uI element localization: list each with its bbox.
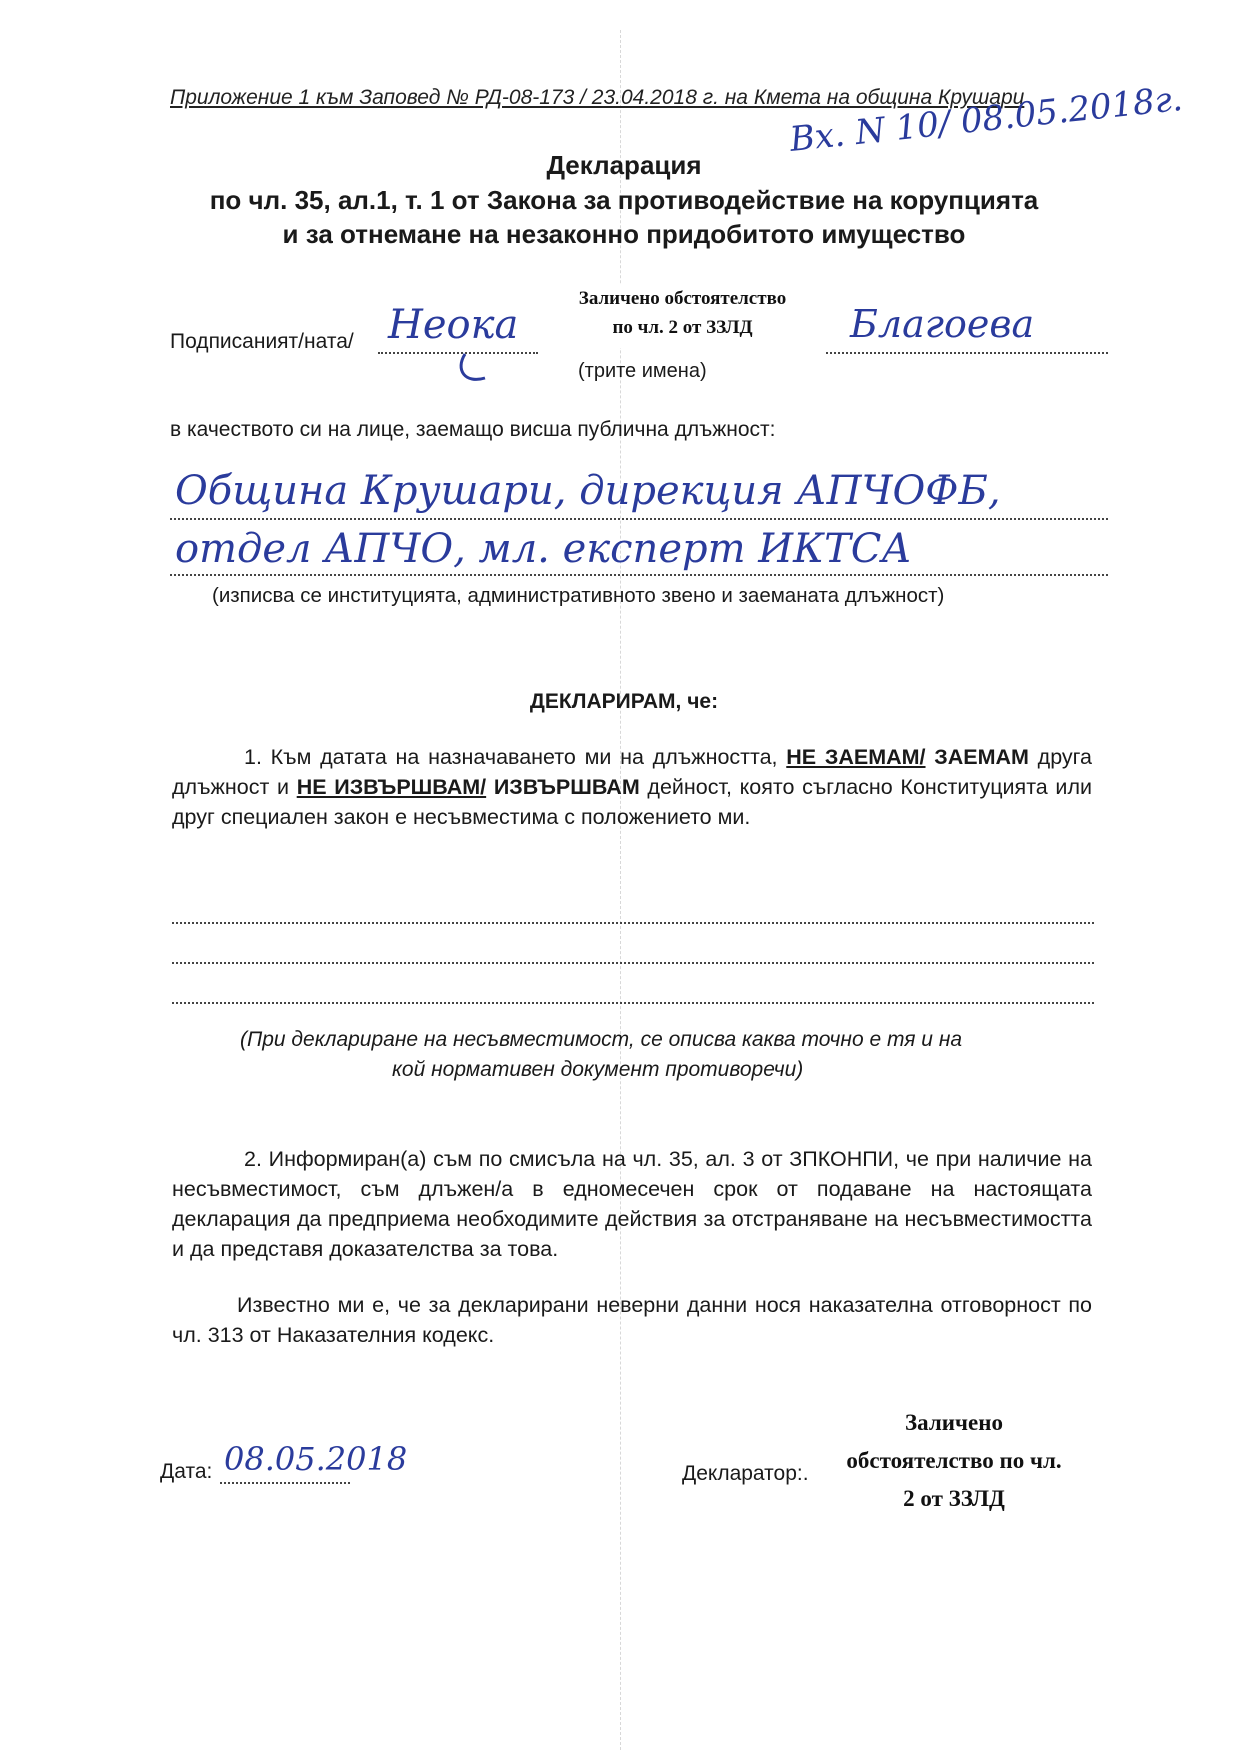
- title-line2: по чл. 35, ал.1, т. 1 от Закона за противодействие на корупцията: [209, 185, 1039, 215]
- handwriting-stroke: [455, 350, 495, 390]
- position-dotted-line-2: [170, 574, 1108, 576]
- point1-end: дейност, която съгласно Конституцията или друг специален закон е несъвместима с положението ми.: [172, 775, 1092, 829]
- appendix-header: Приложение 1 към Заповед № РД-08-173 / 23.04.2018 г. на Кмета на община Крушари: [170, 86, 1025, 109]
- redaction-sig-line2: обстоятелство по чл.: [846, 1448, 1062, 1473]
- title-line1: Декларация: [546, 150, 702, 180]
- point1-note-line2: кой нормативен документ противоречи): [392, 1058, 804, 1081]
- point1-not-holding: НЕ ЗАЕМАМ/: [786, 745, 926, 769]
- liability-paragraph: Известно ми е, че за декларирани неверни данни нося наказателна отговорност по чл. 313 от Наказателния кодекс.: [172, 1293, 1092, 1347]
- date-dotted-line: [220, 1482, 350, 1484]
- redaction-box-name: [540, 284, 825, 348]
- incompatibility-line-2: [172, 962, 1094, 964]
- signatory-last-name: Благоева: [850, 302, 1035, 346]
- incompatibility-line-1: [172, 922, 1094, 924]
- point1-space: [926, 745, 935, 769]
- declarant-label: Декларатор:.: [682, 1462, 809, 1485]
- point1-middle: друга длъжност и: [172, 745, 1092, 799]
- redaction-sig-line1: Заличено: [905, 1410, 1003, 1435]
- point1-performing: ИЗВЪРШВАМ: [493, 775, 640, 799]
- point1-not-performing: НЕ ИЗВЪРШВАМ/: [296, 775, 487, 799]
- position-dotted-line-1: [170, 518, 1108, 520]
- point1-paragraph: [172, 742, 1092, 832]
- names-hint: (трите имена): [578, 360, 707, 382]
- point1-note-line1: (При деклариране на несъвместимост, се описва каква точно е тя и на: [240, 1028, 963, 1051]
- position-label: в качеството си на лице, заемащо висша публична длъжност:: [170, 418, 776, 441]
- position-line1: Община Крушари, дирекция АПЧОФБ,: [175, 468, 1001, 514]
- redaction-name-line1: Заличено обстоятелство: [578, 288, 787, 309]
- position-line2: отдел АПЧО, мл. експерт ИКТСА: [175, 526, 912, 572]
- signatory-first-name: Неока: [388, 302, 519, 348]
- point1-space-2: [486, 775, 494, 799]
- declare-heading: ДЕКЛАРИРАМ, че:: [529, 690, 719, 713]
- redaction-box-signature: [828, 1404, 1080, 1528]
- point2-paragraph: 2. Информиран(а) съм по смисъла на чл. 35, ал. 3 от ЗПКОНПИ, че при наличие на несъвместимост, съм длъжен/а в едномесечен срок от подаване на настоящата декларация да предприема необходимите действия за отстраняване на несъвместимостта и да представя доказателства за това.: [172, 1147, 1092, 1261]
- redaction-sig-line3: 2 от ЗЗЛД: [903, 1486, 1005, 1511]
- point1-intro: 1. Към датата на назначаването ми на длъжността,: [244, 745, 787, 769]
- signatory-label: Подписаният/ната/: [170, 330, 354, 353]
- registration-note: Вх. N 10/ 08.05.2018г.: [787, 78, 1185, 160]
- position-hint: (изписва се институцията, административното звено и заеманата длъжност): [212, 584, 945, 607]
- name-dotted-line-2: [826, 352, 1108, 354]
- point1-holding: ЗАЕМАМ: [934, 745, 1029, 769]
- date-label: Дата:: [160, 1460, 213, 1483]
- title-line3: и за отнемане на незаконно придобитото имущество: [282, 219, 966, 249]
- incompatibility-line-3: [172, 1002, 1094, 1004]
- date-value: 08.05.2018: [224, 1440, 408, 1478]
- redaction-name-line2: по чл. 2 от ЗЗЛД: [612, 317, 753, 338]
